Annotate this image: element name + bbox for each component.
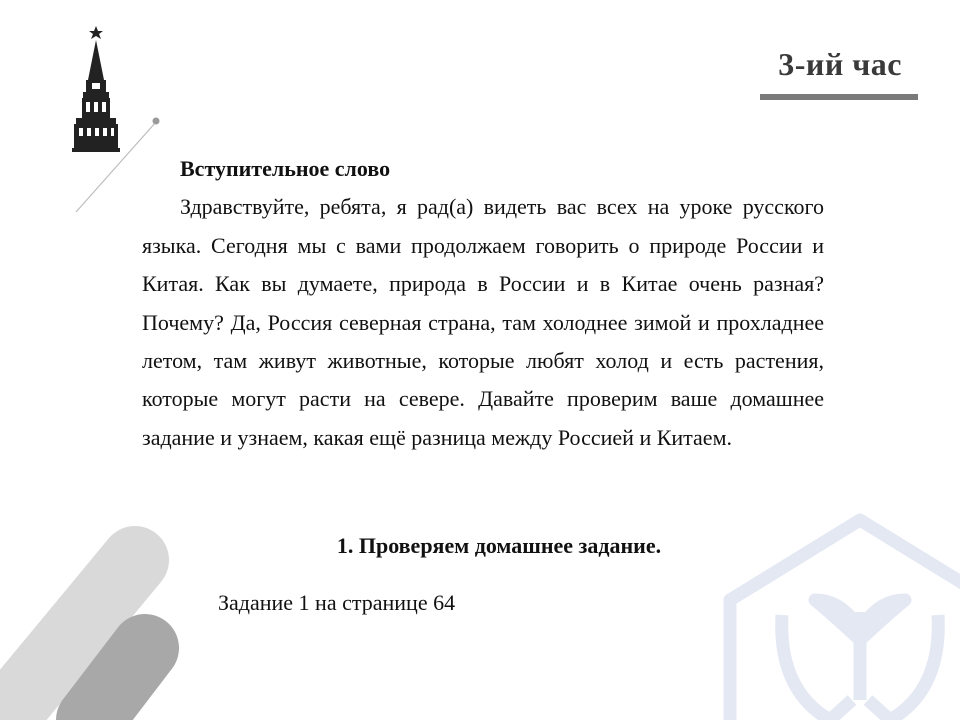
slide-title: 3-ий час [778, 46, 902, 82]
task-line: Задание 1 на странице 64 [218, 590, 456, 615]
intro-paragraph: Здравствуйте, ребята, я рад(а) видеть вас всех на уроке русского языка. Сегодня мы с вами продолжаем говорить о природе России и Китая. Как вы думаете, природа в России и в Китае очень разная? Почему? Да, Россия северная страна, там холоднее зимой и прохладнее летом, там живут животные, которые любят холод и есть растения, которые могут расти на севере. Давайте проверим ваше домашнее задание и узнаем, какая ещё разница между Россией и Китаем. [142, 194, 824, 450]
intro-heading: Вступительное слово [180, 156, 391, 181]
decor-dot [153, 118, 160, 125]
decor-bars [0, 560, 145, 720]
section-heading: 1. Проверяем домашнее задание. [336, 533, 662, 558]
intro-text-block [142, 150, 824, 457]
title-underline [760, 94, 918, 100]
kremlin-tower-icon [66, 24, 126, 154]
